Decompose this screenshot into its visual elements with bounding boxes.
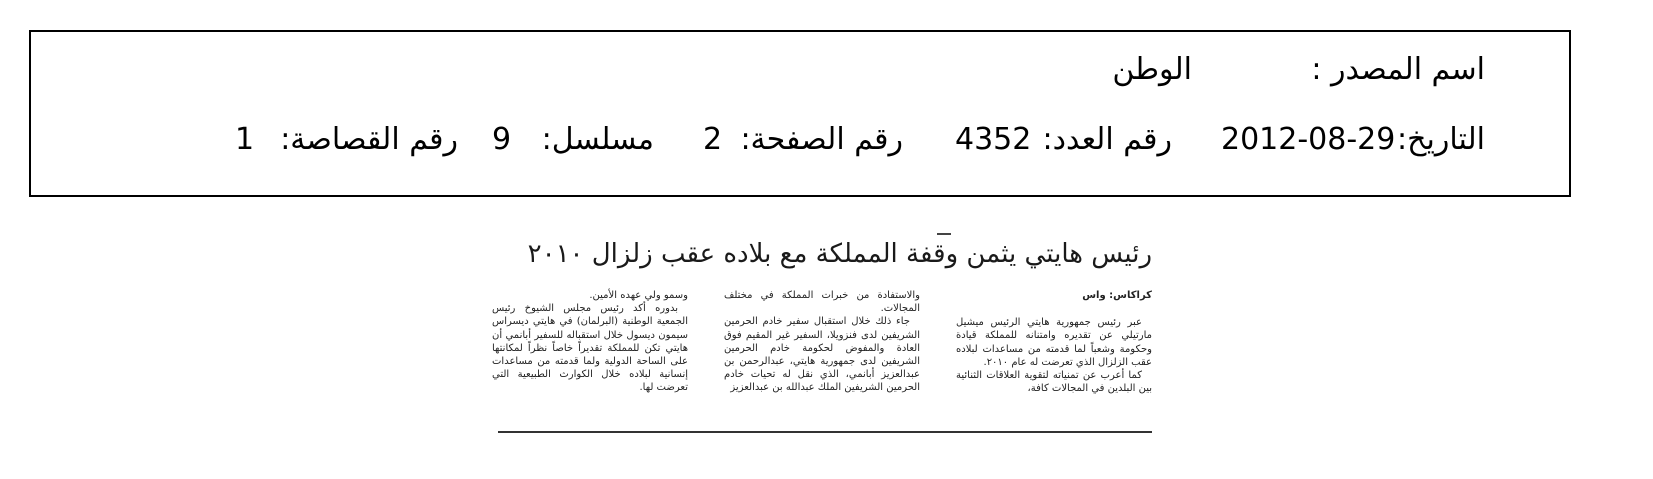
newspaper-clipping bbox=[470, 223, 1180, 445]
bottom-rule bbox=[498, 431, 1152, 433]
article-paragraph: عبر رئيس جمهورية هايتي الرئيس ميشيل مارتيلي عن تقديره وامتنانه للمملكة قيادة وحكومة وشعباً لما قدمته من مساعدات لبلاده عقب الزلزال الذي تعرضت له عام ٢٠١٠. bbox=[956, 317, 1152, 368]
page-label: رقم الصفحة: bbox=[740, 122, 903, 157]
article-column-3 bbox=[492, 289, 688, 395]
issue-value: 4352 bbox=[955, 122, 1032, 157]
article-column-1 bbox=[956, 289, 1152, 395]
article-paragraph: جاء ذلك خلال استقبال سفير خادم الحرمين الشريفين لدى فنزويلا، السفير غير المقيم فوق العادة والمفوض لحكومة خادم الحرمين الشريفين لدى جمهورية هايتي، عبدالرحمن بن عبدالعزيز أبانمي، الذي نقل له تحيات خادم الحرمين الشريفين الملك عبدالله بن عبدالعزيز bbox=[724, 316, 920, 394]
source-value: الوطن bbox=[1112, 52, 1192, 87]
article-byline: كراكاس: واس bbox=[1082, 290, 1152, 301]
page-value: 2 bbox=[703, 122, 723, 157]
issue-label: رقم العدد: bbox=[1042, 122, 1172, 157]
article-paragraph: بدوره أكد رئيس مجلس الشيوخ رئيس الجمعية الوطنية (البرلمان) في هايتي ديسراس سيمون ديسول خلال استقباله للسفير أبانمي أن هايتي تكن للمملكة تقديراً خاصاً نظراً لمكانتها على الساحة الدولية ولما قدمته من مساعدات إنسانية لبلاده خلال الكوارث الطبيعية التي تعرضت لها. bbox=[492, 303, 688, 394]
article-headline: رئيس هايتي يثمن وقفة المملكة مع بلاده عقب زلزال ٢٠١٠ bbox=[527, 239, 1152, 269]
date-label: التاريخ: bbox=[1397, 122, 1485, 157]
date-value: 2012-08-29 bbox=[1221, 122, 1396, 157]
serial-value: 9 bbox=[492, 122, 512, 157]
article-paragraph: وسمو ولي عهده الأمين. bbox=[589, 290, 688, 301]
article-paragraph: والاستفادة من خبرات المملكة في مختلف المجالات. bbox=[724, 290, 920, 315]
article-paragraph: كما أعرب عن تمنياته لتقوية العلاقات الثنائية بين البلدين في المجالات كافة، bbox=[956, 370, 1152, 395]
clip-value: 1 bbox=[235, 122, 255, 157]
serial-label: مسلسل: bbox=[541, 122, 654, 157]
source-label: اسم المصدر : bbox=[1311, 52, 1485, 87]
article-column-2 bbox=[724, 289, 920, 395]
clip-label: رقم القصاصة: bbox=[280, 122, 458, 157]
top-dash bbox=[937, 233, 951, 235]
